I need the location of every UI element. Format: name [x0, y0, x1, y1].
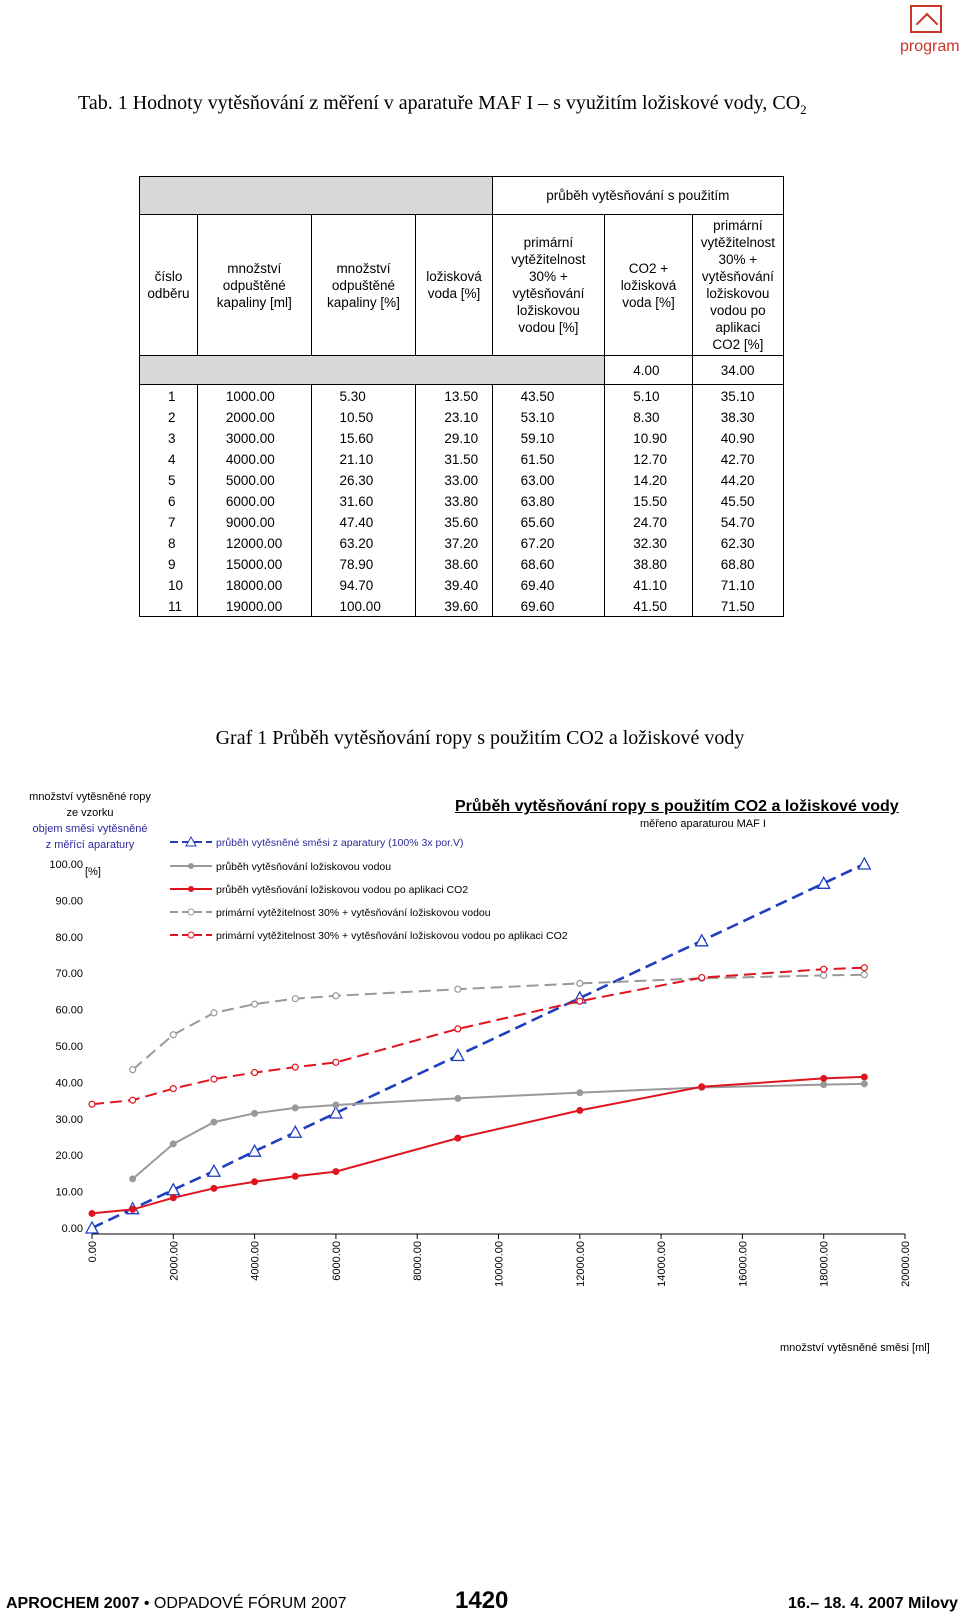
x-tick-label: 18000.00 — [818, 1241, 831, 1287]
data-point — [858, 858, 870, 869]
y-axis-description-line: objem směsi vytěsněné — [32, 823, 148, 835]
data-point — [292, 1064, 298, 1070]
table-cell: 61.50 — [492, 448, 605, 469]
table-cell: 6000.00 — [197, 490, 311, 511]
data-point — [861, 972, 867, 978]
table-cell: 68.80 — [692, 553, 783, 574]
table-cell: 45.50 — [692, 490, 783, 511]
table-column-header: CO2 + ložisková voda [%] — [605, 215, 693, 356]
data-point — [333, 1169, 339, 1175]
table-cell: 62.30 — [692, 532, 783, 553]
data-point — [170, 1032, 176, 1038]
table-title-subscript: 2 — [800, 102, 807, 117]
data-point — [249, 1145, 261, 1156]
table-cell: 10.50 — [311, 406, 416, 427]
series-4 — [130, 972, 868, 1073]
table-cell: 5 — [140, 469, 198, 490]
table-cell: 71.10 — [692, 574, 783, 595]
table-cell: 15.50 — [605, 490, 693, 511]
table-cell: 18000.00 — [197, 574, 311, 595]
table-cell: 100.00 — [311, 595, 416, 617]
data-point — [252, 1070, 258, 1076]
data-point — [211, 1010, 217, 1016]
y-tick-label: 60.00 — [55, 1004, 83, 1017]
table-cell: 9000.00 — [197, 511, 311, 532]
x-tick-label: 14000.00 — [656, 1241, 669, 1287]
chart-title: Průběh vytěsňování ropy s použitím CO2 a ložiskové vody — [455, 798, 899, 815]
table-cell: 44.20 — [692, 469, 783, 490]
data-point — [699, 975, 705, 981]
data-point — [170, 1195, 176, 1201]
graph-caption: Graf 1 Průběh vytěsňování ropy s použitím CO2 a ložiskové vody — [215, 727, 745, 749]
y-axis-description-line: ze vzorku — [66, 807, 114, 819]
table-cell: 41.50 — [605, 595, 693, 617]
table-cell: 33.00 — [416, 469, 492, 490]
table-cell: 23.10 — [416, 406, 492, 427]
table-cell: 35.60 — [416, 511, 492, 532]
table-cell: 37.20 — [416, 532, 492, 553]
data-point — [252, 1110, 258, 1116]
table-cell: 9 — [140, 553, 198, 574]
table-cell: 47.40 — [311, 511, 416, 532]
footer-left — [6, 1595, 347, 1613]
data-point — [130, 1206, 136, 1212]
y-tick-label: 100.00 — [49, 859, 83, 871]
table-cell: 54.70 — [692, 511, 783, 532]
y-tick-label: 20.00 — [55, 1150, 83, 1163]
y-tick-label: 30.00 — [55, 1113, 83, 1126]
data-point — [577, 1090, 583, 1096]
table-cell: 3 — [140, 427, 198, 448]
series-3 — [89, 1074, 867, 1217]
table-cell: 4000.00 — [197, 448, 311, 469]
data-point — [292, 1173, 298, 1179]
data-point — [699, 1084, 705, 1090]
x-tick-label: 10000.00 — [493, 1241, 506, 1287]
table-cell: 26.30 — [311, 469, 416, 490]
data-point — [577, 998, 583, 1004]
table-cell: 42.70 — [692, 448, 783, 469]
table-cell: 59.10 — [492, 427, 605, 448]
table-cell: 21.10 — [311, 448, 416, 469]
table-column-header: číslo odběru — [140, 215, 198, 356]
data-point — [455, 1095, 461, 1101]
data-point — [86, 1222, 98, 1233]
data-point — [333, 1059, 339, 1065]
y-tick-label: 80.00 — [55, 931, 83, 944]
table-cell: 63.00 — [492, 469, 605, 490]
table-cell: 94.70 — [311, 574, 416, 595]
table-cell: 39.60 — [416, 595, 492, 617]
table-column-header: primární vytěžitelnost 30% + vytěsňování ložiskovou vodou po aplikaci CO2 [%] — [692, 215, 783, 356]
series-line — [133, 1084, 865, 1179]
table-cell: 19000.00 — [197, 595, 311, 617]
table-start-value: 34.00 — [692, 356, 783, 385]
legend-label: průběh vytěsňování ložiskovou vodou po aplikaci CO2 — [216, 884, 469, 896]
footer-conference: APROCHEM 2007 — [6, 1595, 140, 1612]
data-point — [455, 1135, 461, 1141]
table-cell: 8 — [140, 532, 198, 553]
data-point — [130, 1097, 136, 1103]
table-start-value: 4.00 — [605, 356, 693, 385]
y-tick-label: 40.00 — [55, 1077, 83, 1090]
x-tick-label: 2000.00 — [168, 1241, 181, 1281]
data-point — [861, 1074, 867, 1080]
data-point — [821, 972, 827, 978]
table-group-header: průběh vytěsňování s použitím — [492, 177, 783, 215]
legend-swatch-marker — [188, 863, 194, 869]
data-point — [333, 993, 339, 999]
data-point — [821, 966, 827, 972]
table-cell: 71.50 — [692, 595, 783, 617]
table-cell: 11 — [140, 595, 198, 617]
legend-label: primární vytěžitelnost 30% + vytěsňování ložiskovou vodou — [216, 907, 491, 919]
table-cell: 24.70 — [605, 511, 693, 532]
x-tick-label: 16000.00 — [737, 1241, 750, 1287]
table-cell: 12.70 — [605, 448, 693, 469]
data-point — [211, 1119, 217, 1125]
data-point — [130, 1067, 136, 1073]
table-cell: 38.80 — [605, 553, 693, 574]
x-tick-label: 20000.00 — [900, 1241, 912, 1287]
data-point — [818, 877, 830, 888]
data-point — [821, 1075, 827, 1081]
logo-text: program — [900, 38, 960, 55]
y-axis-description-line: množství vytěsněné ropy — [29, 791, 151, 803]
table-cell: 10.90 — [605, 427, 693, 448]
table-cell: 10 — [140, 574, 198, 595]
table-cell: 12000.00 — [197, 532, 311, 553]
series-2 — [130, 1081, 868, 1182]
table-cell: 63.20 — [311, 532, 416, 553]
table-cell: 8.30 — [605, 406, 693, 427]
table-cell: 69.40 — [492, 574, 605, 595]
footer-bullet: • — [143, 1595, 150, 1612]
legend-label: průběh vytěsňování ložiskovou vodou — [216, 861, 392, 873]
table-column-header: množství odpuštěné kapaliny [ml] — [197, 215, 311, 356]
page-number: 1420 — [455, 1587, 509, 1614]
data-point — [292, 996, 298, 1002]
table-cell: 68.60 — [492, 553, 605, 574]
table-cell: 31.60 — [311, 490, 416, 511]
legend-swatch-marker — [188, 886, 194, 892]
x-tick-label: 4000.00 — [249, 1241, 262, 1281]
data-point — [170, 1141, 176, 1147]
data-point — [696, 935, 708, 946]
data-point — [292, 1105, 298, 1111]
data-point — [455, 1026, 461, 1032]
table-cell: 35.10 — [692, 385, 783, 407]
legend-label: primární vytěžitelnost 30% + vytěsňování ložiskovou vodou po aplikaci CO2 — [216, 930, 568, 942]
table-cell: 38.30 — [692, 406, 783, 427]
table-cell: 63.80 — [492, 490, 605, 511]
table-cell: 33.80 — [416, 490, 492, 511]
data-point — [289, 1126, 301, 1137]
table-title-text: Tab. 1 Hodnoty vytěsňování z měření v aparatuře MAF I – s využitím ložiskové vody, CO — [78, 92, 801, 114]
table-cell: 78.90 — [311, 553, 416, 574]
y-tick-label: 10.00 — [55, 1186, 83, 1199]
table-cell: 15000.00 — [197, 553, 311, 574]
table-cell: 3000.00 — [197, 427, 311, 448]
data-point — [89, 1101, 95, 1107]
data-point — [211, 1185, 217, 1191]
table-cell: 39.40 — [416, 574, 492, 595]
table-cell: 65.60 — [492, 511, 605, 532]
table-cell: 5.30 — [311, 385, 416, 407]
x-tick-label: 0.00 — [87, 1241, 99, 1263]
table-cell: 31.50 — [416, 448, 492, 469]
data-point — [170, 1086, 176, 1092]
y-axis-unit: [%] — [85, 866, 101, 878]
legend-swatch-marker — [188, 932, 194, 938]
y-tick-label: 90.00 — [55, 895, 83, 908]
data-point — [130, 1176, 136, 1182]
table-cell: 5.10 — [605, 385, 693, 407]
table-cell: 5000.00 — [197, 469, 311, 490]
y-tick-label: 50.00 — [55, 1041, 83, 1053]
x-axis-label: množství vytěsněné směsi [ml] — [780, 1342, 930, 1354]
table-cell: 13.50 — [416, 385, 492, 407]
x-tick-label: 8000.00 — [412, 1241, 425, 1281]
data-point — [211, 1076, 217, 1082]
data-point — [455, 986, 461, 992]
series-line — [133, 975, 865, 1070]
y-axis-description-line: z měřící aparatury — [45, 839, 135, 851]
chart-legend — [160, 832, 596, 947]
table-column-header: primární vytěžitelnost 30% + vytěsňování ložiskovou vodou [%] — [492, 215, 605, 356]
data-point — [333, 1102, 339, 1108]
footer-forum: ODPADOVÉ FÓRUM 2007 — [153, 1595, 347, 1612]
y-tick-label: 70.00 — [55, 968, 83, 981]
x-tick-label: 6000.00 — [330, 1241, 343, 1281]
data-point — [452, 1049, 464, 1060]
table-cell: 40.90 — [692, 427, 783, 448]
x-tick-label: 12000.00 — [574, 1241, 587, 1287]
table-cell: 67.20 — [492, 532, 605, 553]
table-column-header: ložisková voda [%] — [416, 215, 492, 356]
table-cell: 41.10 — [605, 574, 693, 595]
table-cell: 2000.00 — [197, 406, 311, 427]
table-column-header: množství odpuštěné kapaliny [%] — [311, 215, 416, 356]
table-cell: 32.30 — [605, 532, 693, 553]
data-point — [861, 1081, 867, 1087]
data-point — [577, 1107, 583, 1113]
table-cell: 15.60 — [311, 427, 416, 448]
chart-subtitle: měřeno aparaturou MAF I — [640, 818, 766, 830]
footer-date: 16.– 18. 4. 2007 Milovy — [788, 1595, 958, 1612]
table-cell: 14.20 — [605, 469, 693, 490]
table-cell: 43.50 — [492, 385, 605, 407]
data-point — [252, 1179, 258, 1185]
table-cell: 7 — [140, 511, 198, 532]
table-cell: 38.60 — [416, 553, 492, 574]
table-cell: 1 — [140, 385, 198, 407]
data-point — [861, 965, 867, 971]
data-point — [252, 1001, 258, 1007]
data-point — [89, 1210, 95, 1216]
data-point — [330, 1107, 342, 1118]
table-cell: 29.10 — [416, 427, 492, 448]
table-cell: 2 — [140, 406, 198, 427]
table-cell: 4 — [140, 448, 198, 469]
data-point — [577, 980, 583, 986]
table-cell: 6 — [140, 490, 198, 511]
legend-label: průběh vytěsněné směsi z aparatury (100% 3x por.V) — [216, 837, 464, 849]
table-cell: 53.10 — [492, 406, 605, 427]
table-cell: 1000.00 — [197, 385, 311, 407]
table-cell: 69.60 — [492, 595, 605, 617]
data-point — [208, 1165, 220, 1176]
data-point — [821, 1082, 827, 1088]
y-tick-label: 0.00 — [61, 1223, 83, 1235]
legend-swatch-marker — [188, 909, 194, 915]
